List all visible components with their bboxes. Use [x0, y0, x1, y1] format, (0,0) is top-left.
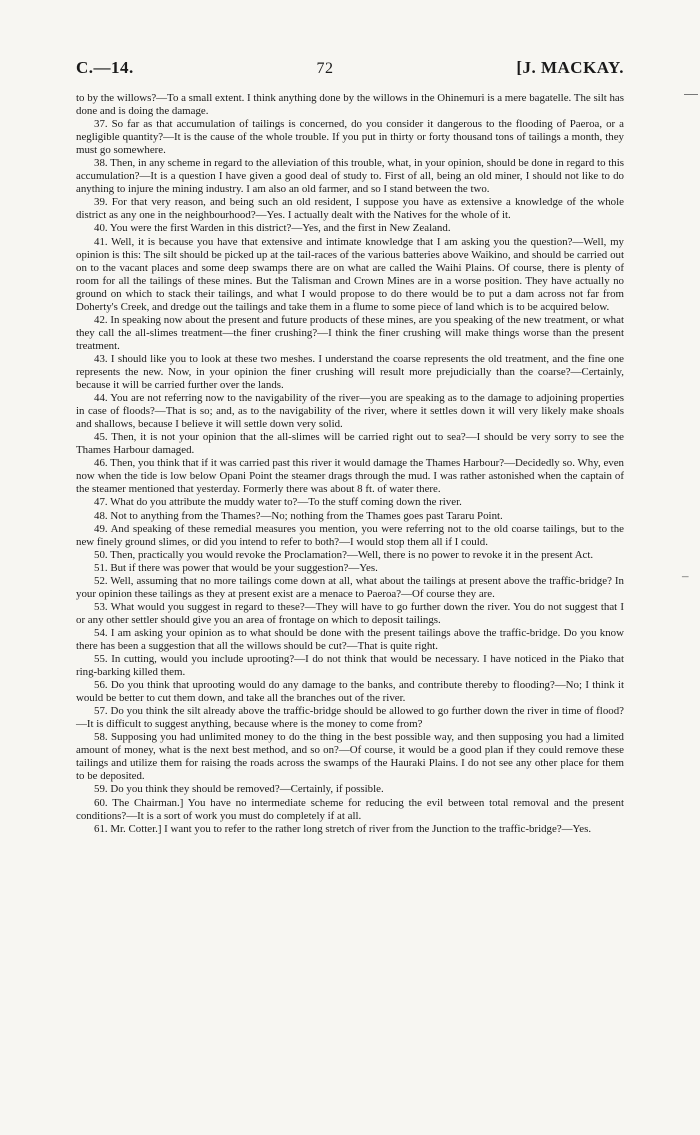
paragraph-57: 57. Do you think the silt already above the traffic-bridge should be allowed to go further down the river in time of flood?—It is difficult to suggest anything, because where is the money to come from? — [76, 705, 624, 731]
document-page — [76, 58, 624, 836]
paragraph-52: 52. Well, assuming that no more tailings come down at all, what about the tailings at present above the traffic-bridge? In your opinion these tailings as they at present exist are a menace to Paeroa?—Of course they are. — [76, 574, 624, 600]
paragraph-61: 61. Mr. Cotter.] I want you to refer to the rather long stretch of river from the Junction to the traffic-bridge?—Yes. — [94, 822, 592, 835]
document-reference: C.—14. — [76, 58, 134, 77]
paragraph-50: 50. Then, practically you would revoke the Proclamation?—Well, there is no power to revoke it in the present Act. — [94, 548, 594, 561]
paragraph-47: 47. What do you attribute the muddy water to?—To the stuff coming down the river. — [94, 496, 462, 509]
paragraph-41: 41. Well, it is because you have that extensive and intimate knowledge that I am asking you the question?—Well, my opinion is this: The silt should be picked up at the tail-races of the various batteries above Waikino, and should be carried out on to the vacant places and some deep swamps there are on what are called the Waihi Plains. Of course, there is plenty of room for all the tailings of these mines. But the Talisman and Crown Mines are in a worse position. They have actually no ground on which to stack their tailings, and what I would propose to do there would be to put a dam across not far from Doherty's Creek, and dredge out the tailings and take them in a flume to some piece of land which is to be acquired below. — [76, 235, 624, 313]
paragraph-45: 45. Then, it is not your opinion that the all-slimes will be carried right out to sea?—I should be very sorry to see the Thames Harbour damaged. — [76, 431, 624, 457]
paragraph-56: 56. Do you think that uprooting would do any damage to the banks, and contribute thereby to flooding?—No; I think it would be better to cut them down, and take all the branches out of the river. — [76, 679, 624, 705]
paragraph-55: 55. In cutting, would you include uprooting?—I do not think that would be necessary. I have noticed in the Piako that ring-barking killed them. — [76, 653, 624, 679]
paragraph-40: 40. You were the first Warden in this district?—Yes, and the first in New Zealand. — [94, 222, 451, 235]
paragraph-53: 53. What would you suggest in regard to these?—They will have to go further down the river. You do not suggest that I or any other settler should give you an area of frontage on which to deposit tailings. — [76, 600, 624, 626]
paragraph-49: 49. And speaking of these remedial measures you mention, you were referring not to the old coarse tailings, but to the new finely ground slimes, or did you intend to refer to both?—I would stop them all if I could. — [76, 522, 624, 548]
paragraph-39: 39. For that very reason, and being such an old resident, I suppose you have as extensive a knowledge of the whole district as any one in the neighbourhood?—Yes. I actually dealt with the Natives for the whole of it. — [76, 196, 624, 222]
paragraph-continuation: to by the willows?—To a small extent. I think anything done by the willows in the Ohinemuri is a mere bagatelle. The silt has done and is doing the damage. — [76, 92, 624, 118]
paragraph-43: 43. I should like you to look at these two meshes. I understand the coarse represents the old treatment, and the fine one represents the new. Now, in your opinion the finer crushing will result more prejudicially than the coarse?—Certainly, because it will be carried further over the lands. — [76, 352, 624, 392]
paragraph-58: 58. Supposing you had unlimited money to do the thing in the best possible way, and then supposing you had a limited amount of money, what is the next best method, and so on?—Of course, it would be a good plan if they could remove these tailings and utilize them for raising the roads across the swamps of the Hauraki Plains. I do not see any other place for them to be deposited. — [76, 731, 624, 783]
page-header — [76, 58, 624, 78]
paragraph-54: 54. I am asking your opinion as to what should be done with the present tailings above the traffic-bridge. Do you know there has been a suggestion that all the willows should be cut?—That is quite right. — [76, 626, 624, 652]
testimony-body — [76, 92, 624, 836]
paragraph-42: 42. In speaking now about the present and future products of these mines, are you speaking of the new treatment, or what they call the all-slimes treatment—the finer crushing?—I think the finer crushing will make things worse than the present treatment. — [76, 313, 624, 352]
witness-name: [J. MACKAY. — [516, 58, 624, 77]
margin-mark: – — [682, 568, 689, 583]
paragraph-38: 38. Then, in any scheme in regard to the alleviation of this trouble, what, in your opinion, should be done in regard to this accumulation?—It is a question I have given a good deal of study to. First of all, being an old miner, I should not like to do anything to injure the mining industry. I am also an old farmer, and so I stand between the two. — [76, 157, 624, 196]
margin-rule — [684, 94, 698, 95]
paragraph-48: 48. Not to anything from the Thames?—No; nothing from the Thames goes past Tararu Point. — [94, 509, 503, 522]
paragraph-51: 51. But if there was power that would be your suggestion?—Yes. — [94, 561, 378, 574]
paragraph-37: 37. So far as that accumulation of tailings is concerned, do you consider it dangerous to the flooding of Paeroa, or a negligible quantity?—It is the cause of the whole trouble. If you put in thirty or forty thousand tons of tailings a month, they must go somewhere. — [76, 118, 624, 157]
paragraph-60: 60. The Chairman.] You have no intermediate scheme for reducing the evil between total removal and the present conditions?—It is a sort of work you must do completely if at all. — [76, 796, 624, 822]
paragraph-46: 46. Then, you think that if it was carried past this river it would damage the Thames Harbour?—Decidedly so. Why, even now when the tide is low below Opani Point the steamer drags through the mud. I was rather astonished when the captain of the steamer mentioned that yesterday. Formerly there was about 8 ft. of water there. — [76, 457, 624, 496]
paragraph-44: 44. You are not referring now to the navigability of the river—you are speaking as to the damage to adjoining properties in case of floods?—That is so; and, as to the navigability of the river, where it settles down it will very likely make shoals and shallows, because I believe it will settle down very solid. — [76, 392, 624, 431]
page-number: 72 — [316, 60, 334, 77]
paragraph-59: 59. Do you think they should be removed?—Certainly, if possible. — [94, 783, 384, 796]
